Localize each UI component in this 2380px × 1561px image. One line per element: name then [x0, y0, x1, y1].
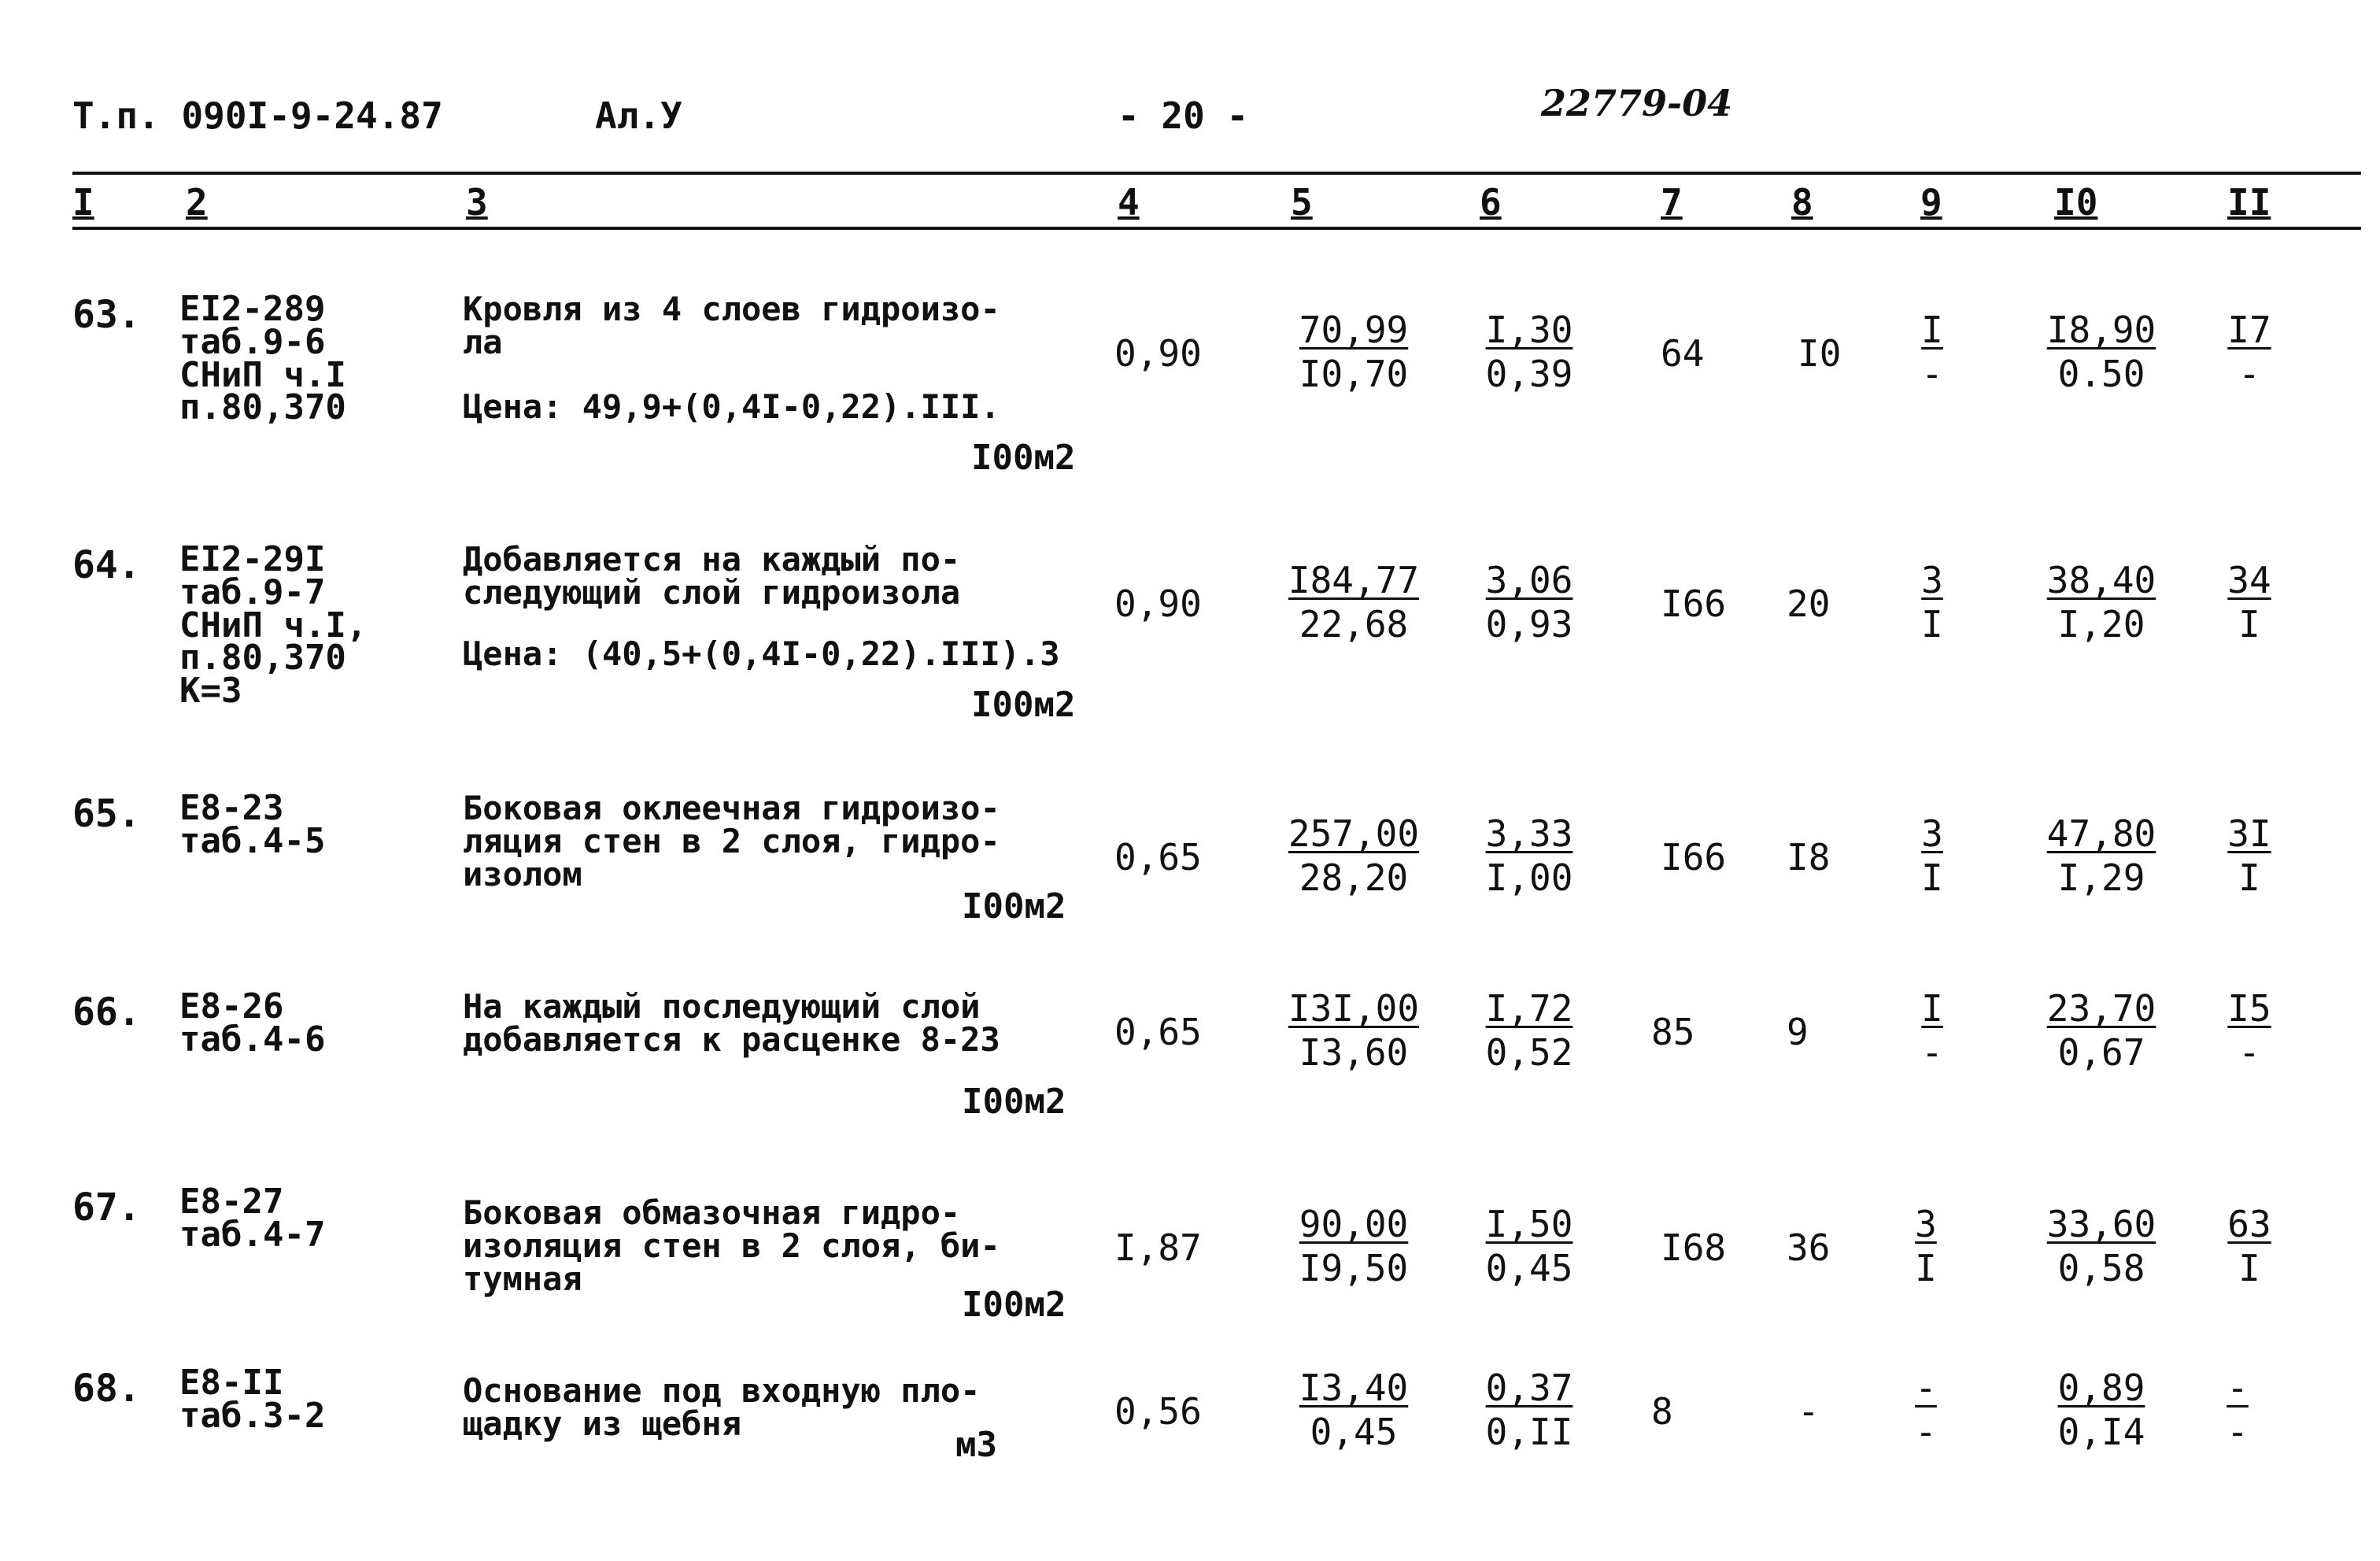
col5-value: $\frac{I84,77}{22,68}$ — [1288, 559, 1420, 645]
col10-value: $\frac{0,89}{0,I4}$ — [2057, 1367, 2145, 1453]
rate-code-line: E8-II — [179, 1363, 284, 1403]
column-number: 3 — [466, 181, 488, 224]
column-number: 6 — [1480, 181, 1502, 224]
col5-value: $\frac{I3I,00}{I3,60}$ — [1288, 987, 1420, 1074]
col11-value: $\frac{3I}{I}$ — [2227, 812, 2271, 899]
work-description — [463, 789, 1000, 893]
price-formula: Цена: (40,5+(0,4I-0,22).III).3 — [463, 634, 1060, 673]
column-number: 9 — [1920, 181, 1942, 224]
unit-of-measure: I00м2 — [971, 438, 1076, 478]
unit-of-measure: I00м2 — [962, 886, 1066, 927]
description-line: ляция стен в 2 слоя, гидро- — [463, 822, 1000, 860]
rate-code-line: E8-27 — [179, 1182, 284, 1222]
rate-code-line: таб.9-7 — [179, 572, 326, 612]
col9-value: - - — [1915, 1367, 1937, 1453]
description-line: Добавляется на каждый по- — [463, 540, 961, 579]
unit-of-measure: I00м2 — [962, 1285, 1066, 1325]
column-number: II — [2227, 181, 2271, 224]
rate-code-line: EI2-29I — [179, 539, 326, 579]
col6-value: $\frac{0,37}{0,II}$ — [1485, 1367, 1573, 1453]
work-description — [463, 290, 1000, 361]
rate-code — [179, 539, 416, 712]
row-number: 65. — [72, 792, 141, 836]
col11-value: $\frac{63}{I}$ — [2227, 1203, 2271, 1289]
col9-value: I - — [1921, 309, 1943, 395]
album-label: Ал.У — [595, 94, 682, 137]
price-formula: Цена: 49,9+(0,4I-0,22).III. — [463, 387, 1000, 426]
col11-value: I7 - — [2227, 309, 2271, 395]
col10-value: $\frac{I8,90}{0.50}$ — [2046, 309, 2156, 395]
col6-value: $\frac{I,72}{0,52}$ — [1485, 987, 1573, 1074]
header-rule-bottom — [72, 227, 2361, 230]
rate-code-line: таб.3-2 — [179, 1395, 326, 1436]
description-line: Боковая оклеечная гидроизо- — [463, 789, 1000, 827]
col8-value: 36 — [1787, 1226, 1831, 1269]
rate-code — [179, 986, 416, 1060]
col8-value: I0 — [1798, 332, 1842, 375]
col9-value: $\frac{3}{I}$ — [1921, 812, 1943, 899]
rate-code-line: таб.9-6 — [179, 321, 326, 362]
unit-of-measure: I00м2 — [971, 685, 1076, 725]
col10-value: $\frac{33,60}{0,58}$ — [2046, 1203, 2156, 1289]
quantity: 0,65 — [1114, 836, 1202, 879]
header-rule-top — [72, 172, 2361, 175]
column-number: 4 — [1118, 181, 1140, 224]
unit-of-measure: I00м2 — [962, 1082, 1066, 1122]
rate-code-line: EI2-289 — [179, 289, 326, 329]
page-number: - 20 - — [1118, 94, 1249, 137]
rate-code — [179, 1363, 416, 1436]
work-description — [463, 987, 1000, 1059]
col9-value: $\frac{3}{I}$ — [1921, 559, 1943, 645]
row-number: 64. — [72, 543, 141, 587]
work-description — [463, 540, 961, 612]
col10-value: $\frac{23,70}{0,67}$ — [2046, 987, 2156, 1074]
col6-value: $\frac{3,33}{I,00}$ — [1485, 812, 1573, 899]
handwritten-code: 22779-04 — [1541, 82, 1733, 124]
quantity: I,87 — [1114, 1226, 1202, 1269]
col11-value: I5 - — [2227, 987, 2271, 1074]
col6-value: $\frac{I,50}{0,45}$ — [1485, 1203, 1573, 1289]
description-line: изоляция стен в 2 слоя, би- — [463, 1226, 1000, 1265]
col7-value: I66 — [1661, 836, 1727, 879]
description-line: добавляется к расценке 8-23 — [463, 1020, 1000, 1059]
row-number: 67. — [72, 1186, 141, 1230]
work-description — [463, 1193, 1000, 1298]
col5-value: $\frac{90,00}{I9,50}$ — [1299, 1203, 1409, 1289]
row-number: 66. — [72, 990, 141, 1034]
rate-code-line: п.80,370 — [179, 638, 346, 679]
column-number: 5 — [1291, 181, 1313, 224]
description-line: тумная — [463, 1260, 582, 1298]
col10-value: $\frac{47,80}{I,29}$ — [2046, 812, 2156, 899]
rate-code-line: E8-23 — [179, 788, 284, 828]
rate-code-line: E8-26 — [179, 986, 284, 1026]
quantity: 0,65 — [1114, 1011, 1202, 1053]
description-line: следующий слой гидроизола — [463, 573, 961, 612]
row-number: 68. — [72, 1367, 141, 1411]
col8-value: I8 — [1787, 836, 1831, 879]
col5-value: $\frac{257,00}{28,20}$ — [1288, 812, 1420, 899]
col5-value: $\frac{I3,40}{0,45}$ — [1299, 1367, 1409, 1453]
description-line: Боковая обмазочная гидро- — [463, 1193, 961, 1232]
col9-value: $\frac{3}{I}$ — [1915, 1203, 1937, 1289]
rate-code-line: К=3 — [179, 671, 242, 712]
col11-value: $\frac{34}{I}$ — [2227, 559, 2271, 645]
rate-code-line: таб.4-5 — [179, 820, 326, 861]
unit-of-measure: м3 — [955, 1425, 997, 1465]
quantity: 0,90 — [1114, 583, 1202, 625]
row-number: 63. — [72, 293, 141, 337]
quantity: 0,90 — [1114, 332, 1202, 375]
rate-code — [179, 788, 416, 861]
column-number: 2 — [186, 181, 208, 224]
rate-code-line: таб.4-6 — [179, 1019, 326, 1060]
column-number: 8 — [1791, 181, 1813, 224]
rate-code-line: СНиП ч.I, — [179, 605, 368, 645]
col8-value: - — [1798, 1390, 1820, 1433]
col7-value: I68 — [1661, 1226, 1727, 1269]
col7-value: 64 — [1661, 332, 1705, 375]
col10-value: $\frac{38,40}{I,20}$ — [2046, 559, 2156, 645]
column-number: I0 — [2054, 181, 2098, 224]
col7-value: 85 — [1651, 1011, 1695, 1053]
column-number: 7 — [1661, 181, 1683, 224]
col5-value: $\frac{70,99}{I0,70}$ — [1299, 309, 1409, 395]
col6-value: $\frac{I,30}{0,39}$ — [1485, 309, 1573, 395]
col8-value: 9 — [1787, 1011, 1809, 1053]
column-number: I — [72, 181, 94, 224]
rate-code — [179, 1182, 416, 1255]
col11-value: - - — [2227, 1367, 2249, 1453]
description-line: щадку из щебня — [463, 1404, 742, 1443]
rate-code-line: СНиП ч.I — [179, 354, 346, 395]
description-line: На каждый последующий слой — [463, 987, 981, 1026]
col6-value: $\frac{3,06}{0,93}$ — [1485, 559, 1573, 645]
rate-code — [179, 289, 416, 428]
quantity: 0,56 — [1114, 1390, 1202, 1433]
description-line: изолом — [463, 855, 582, 893]
col9-value: I - — [1921, 987, 1943, 1074]
description-line: Основание под входную пло- — [463, 1371, 981, 1410]
col8-value: 20 — [1787, 583, 1831, 625]
work-description — [463, 1371, 981, 1443]
rate-code-line: таб.4-7 — [179, 1214, 326, 1255]
col7-value: 8 — [1651, 1390, 1673, 1433]
doc-reference: Т.п. 090I-9-24.87 — [72, 94, 443, 137]
col7-value: I66 — [1661, 583, 1727, 625]
rate-code-line: п.80,370 — [179, 387, 346, 428]
description-line: Кровля из 4 слоев гидроизо- — [463, 290, 1000, 328]
description-line: ла — [463, 323, 503, 361]
